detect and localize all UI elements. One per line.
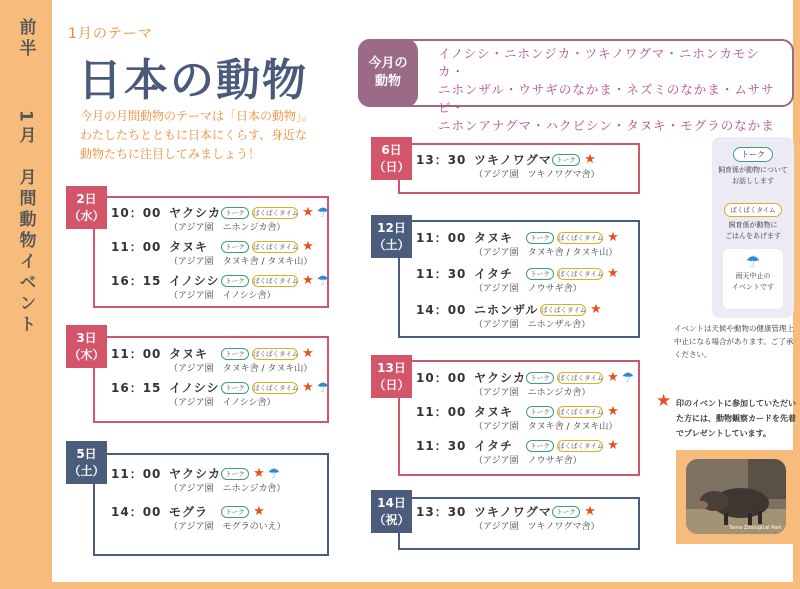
star-icon: ★ — [607, 437, 619, 453]
wild-boar-image — [686, 459, 786, 534]
date-tag — [66, 441, 107, 484]
page-title: 日本の動物 — [78, 55, 308, 106]
side-bar — [0, 0, 52, 589]
legend-umbrella — [718, 249, 788, 309]
talk-badge: トーク — [221, 241, 249, 253]
event-animal: ニホンザル — [474, 303, 539, 317]
event-row — [416, 503, 599, 535]
talk-badge: トーク — [526, 440, 554, 452]
legend-umbrella-desc: 雨天中止の — [735, 272, 771, 280]
theme-animals-label — [358, 39, 418, 107]
event-row — [416, 265, 620, 297]
talk-badge: トーク — [526, 268, 554, 280]
event-time: 10：00 — [416, 371, 467, 385]
date-day: 5日 — [76, 446, 97, 461]
date-tag — [66, 325, 107, 368]
event-location: （アジア園 ニホンジカ舎） — [169, 223, 286, 233]
theme-line: ニホンアナグマ・ハクビシン・タヌキ・モグラのなかま — [438, 118, 775, 133]
theme-label-line: 今月の — [368, 56, 408, 71]
event-animal: イタチ — [474, 267, 514, 281]
event-animal: イノシシ — [169, 381, 220, 395]
umbrella-icon: ☂ — [316, 379, 330, 396]
event-animal: ヤクシカ — [169, 206, 222, 220]
feed-badge: ぱくぱくタイム — [558, 441, 604, 450]
talk-badge: トーク — [526, 406, 554, 418]
date-tag — [371, 137, 412, 180]
date-tag — [371, 490, 412, 533]
talk-badge: トーク — [221, 468, 249, 480]
legend-talk — [718, 147, 788, 187]
event-row — [111, 345, 315, 377]
event-animal: イノシシ — [169, 274, 220, 288]
legend-feed-desc: 飼育係が動物に — [728, 221, 778, 229]
event-animal: ツキノワグマ — [474, 505, 552, 519]
star-icon: ★ — [607, 265, 619, 281]
legend-feed-desc: ごはんをあげます — [725, 232, 781, 240]
event-location: （アジア園 タヌキ舎 / タヌキ山） — [169, 257, 313, 267]
event-row — [111, 465, 285, 497]
legend-feed — [718, 203, 788, 242]
event-location: （アジア園 タヌキ舎 / タヌキ山） — [474, 422, 618, 432]
feed-badge: ぱくぱくタイム — [541, 305, 587, 314]
intro-line: わたしたちとともに日本にくらす、身近な — [80, 128, 308, 142]
event-row — [416, 301, 603, 333]
talk-badge: トーク — [552, 506, 580, 518]
star-icon: ★ — [302, 345, 314, 361]
talk-badge: トーク — [733, 147, 773, 162]
umbrella-icon: ☂ — [316, 204, 330, 221]
theme-subtitle: 1月のテーマ — [68, 26, 153, 42]
event-time: 11：00 — [111, 240, 162, 254]
event-animal: タヌキ — [169, 347, 209, 361]
event-animal: ヤクシカ — [474, 371, 527, 385]
event-time: 16：15 — [111, 274, 162, 288]
event-time: 11：30 — [416, 439, 467, 453]
star-icon: ★ — [607, 229, 619, 245]
talk-badge: トーク — [221, 348, 249, 360]
event-time: 14：00 — [416, 303, 467, 317]
umbrella-icon: ☂ — [745, 252, 761, 271]
event-row — [111, 272, 331, 304]
feed-badge: ぱくぱくタイム — [253, 208, 299, 217]
talk-badge: トーク — [552, 154, 580, 166]
event-location: （アジア園 モグラのいえ） — [169, 522, 286, 532]
star-icon: ★ — [656, 391, 672, 411]
date-day: 6日 — [381, 142, 402, 157]
star-icon: ★ — [590, 301, 602, 317]
right-border — [793, 0, 800, 589]
talk-badge: トーク — [221, 506, 249, 518]
star-icon: ★ — [302, 272, 314, 288]
umbrella-icon: ☂ — [621, 369, 635, 386]
umbrella-icon: ☂ — [316, 272, 330, 289]
event-location: （アジア園 ツキノワグマ舎） — [474, 522, 600, 532]
event-row — [416, 437, 620, 469]
star-icon: ★ — [253, 465, 265, 481]
event-time: 11：00 — [111, 347, 162, 361]
umbrella-icon: ☂ — [267, 465, 281, 482]
photo-credit: Tama Zoological Park — [729, 525, 782, 531]
event-time: 16：15 — [111, 381, 162, 395]
event-time: 13：30 — [416, 505, 467, 519]
boar-photo — [686, 459, 786, 534]
date-weekday: （木） — [68, 347, 105, 362]
feed-badge: ぱくぱくタイム — [558, 233, 604, 242]
side-label-first-half: 前半 — [15, 18, 36, 60]
event-time: 11：00 — [416, 231, 467, 245]
event-time: 11：30 — [416, 267, 467, 281]
legend-umbrella-box — [723, 249, 783, 309]
event-location: （アジア園 ツキノワグマ舎） — [474, 170, 600, 180]
date-tag — [371, 215, 412, 258]
event-animal: イタチ — [474, 439, 514, 453]
event-location: （アジア園 ニホンジカ舎） — [169, 484, 286, 494]
star-icon: ★ — [253, 503, 265, 519]
feed-badge: ぱくぱくタイム — [558, 269, 604, 278]
feed-badge: ぱくぱくタイム — [253, 242, 299, 251]
intro-line: 動物たちに注目してみましょう！ — [80, 147, 261, 161]
star-note-text: 印のイベントに参加していただいた方には、動物観察カードを先着でプレゼントしています。 — [676, 399, 796, 438]
event-row — [111, 379, 331, 411]
feed-badge: ぱくぱくタイム — [724, 203, 782, 217]
date-day: 12日 — [377, 220, 406, 235]
event-location: （アジア園 タヌキ舎 / タヌキ山） — [474, 248, 618, 258]
event-time: 10：00 — [111, 206, 162, 220]
event-row — [111, 238, 315, 270]
event-location: （アジア園 イノシシ舎） — [169, 291, 276, 301]
date-day: 13日 — [377, 360, 406, 375]
feed-badge: ぱくぱくタイム — [253, 349, 299, 358]
star-icon: ★ — [584, 151, 596, 167]
star-icon: ★ — [302, 379, 314, 395]
date-day: 14日 — [377, 495, 406, 510]
bottom-border — [0, 582, 800, 589]
date-weekday: （土） — [68, 463, 105, 478]
date-weekday: （日） — [373, 377, 410, 392]
legend-umbrella-desc: イベントです — [732, 283, 774, 291]
event-time: 13：30 — [416, 153, 467, 167]
intro-line: 今月の月間動物のテーマは「日本の動物」。 — [80, 109, 315, 123]
feed-badge: ぱくぱくタイム — [558, 407, 604, 416]
star-note — [656, 391, 796, 441]
theme-animals-box — [358, 39, 794, 133]
talk-badge: トーク — [526, 232, 554, 244]
date-weekday: （土） — [373, 237, 410, 252]
event-animal: モグラ — [169, 505, 209, 519]
star-icon: ★ — [302, 204, 314, 220]
event-animal: ツキノワグマ — [474, 153, 552, 167]
legend-talk-desc: 飼育係が動物について — [718, 166, 788, 174]
star-icon: ★ — [607, 369, 619, 385]
date-tag — [66, 186, 107, 229]
date-weekday: （水） — [68, 208, 105, 223]
event-animal: タヌキ — [169, 240, 209, 254]
date-weekday: （日） — [373, 159, 410, 174]
feed-badge: ぱくぱくタイム — [253, 276, 299, 285]
talk-badge: トーク — [221, 207, 249, 219]
event-row — [416, 229, 620, 261]
star-icon: ★ — [302, 238, 314, 254]
event-time: 14：00 — [111, 505, 162, 519]
event-location: （アジア園 ノウサギ舎） — [474, 284, 582, 294]
talk-badge: トーク — [221, 275, 249, 287]
talk-badge: トーク — [526, 372, 554, 384]
event-animal: タヌキ — [474, 231, 514, 245]
event-location: （アジア園 ニホンジカ舎） — [474, 388, 591, 398]
event-location: （アジア園 イノシシ舎） — [169, 398, 276, 408]
event-time: 11：00 — [111, 467, 162, 481]
event-row — [111, 503, 286, 535]
event-time: 11：00 — [416, 405, 467, 419]
legend-panel — [712, 137, 794, 318]
star-icon: ★ — [607, 403, 619, 419]
theme-line: イノシシ・ニホンジカ・ツキノワグマ・ニホンカモシカ・ — [438, 46, 760, 79]
intro-text — [80, 107, 314, 164]
talk-badge: トーク — [221, 382, 249, 394]
feed-badge: ぱくぱくタイム — [253, 383, 299, 392]
event-animal: タヌキ — [474, 405, 514, 419]
side-label-monthly-event: 1月 月間動物イベント — [15, 110, 36, 336]
cancel-note: イベントは天候や動物の健康管理上中止になる場合があります。ご了承ください。 — [674, 324, 794, 359]
date-weekday: （祝） — [373, 512, 410, 527]
event-row — [416, 151, 599, 183]
theme-label-line: 動物 — [374, 74, 401, 89]
date-tag — [371, 355, 412, 398]
legend-talk-desc: お話しします — [732, 177, 774, 185]
event-location: （アジア園 ノウサギ舎） — [474, 456, 582, 466]
event-animal: ヤクシカ — [169, 467, 222, 481]
theme-animals-list — [438, 45, 786, 135]
event-row — [416, 403, 620, 435]
event-row — [416, 369, 636, 401]
event-row — [111, 204, 331, 236]
theme-line: ニホンザル・ウサギのなかま・ネズミのなかま・ムササビ・ — [438, 82, 775, 115]
event-location: （アジア園 タヌキ舎 / タヌキ山） — [169, 364, 313, 374]
date-day: 2日 — [76, 191, 97, 206]
star-icon: ★ — [584, 503, 596, 519]
date-day: 3日 — [76, 330, 97, 345]
feed-badge: ぱくぱくタイム — [558, 373, 604, 382]
event-location: （アジア園 ニホンザル舎） — [474, 320, 591, 330]
